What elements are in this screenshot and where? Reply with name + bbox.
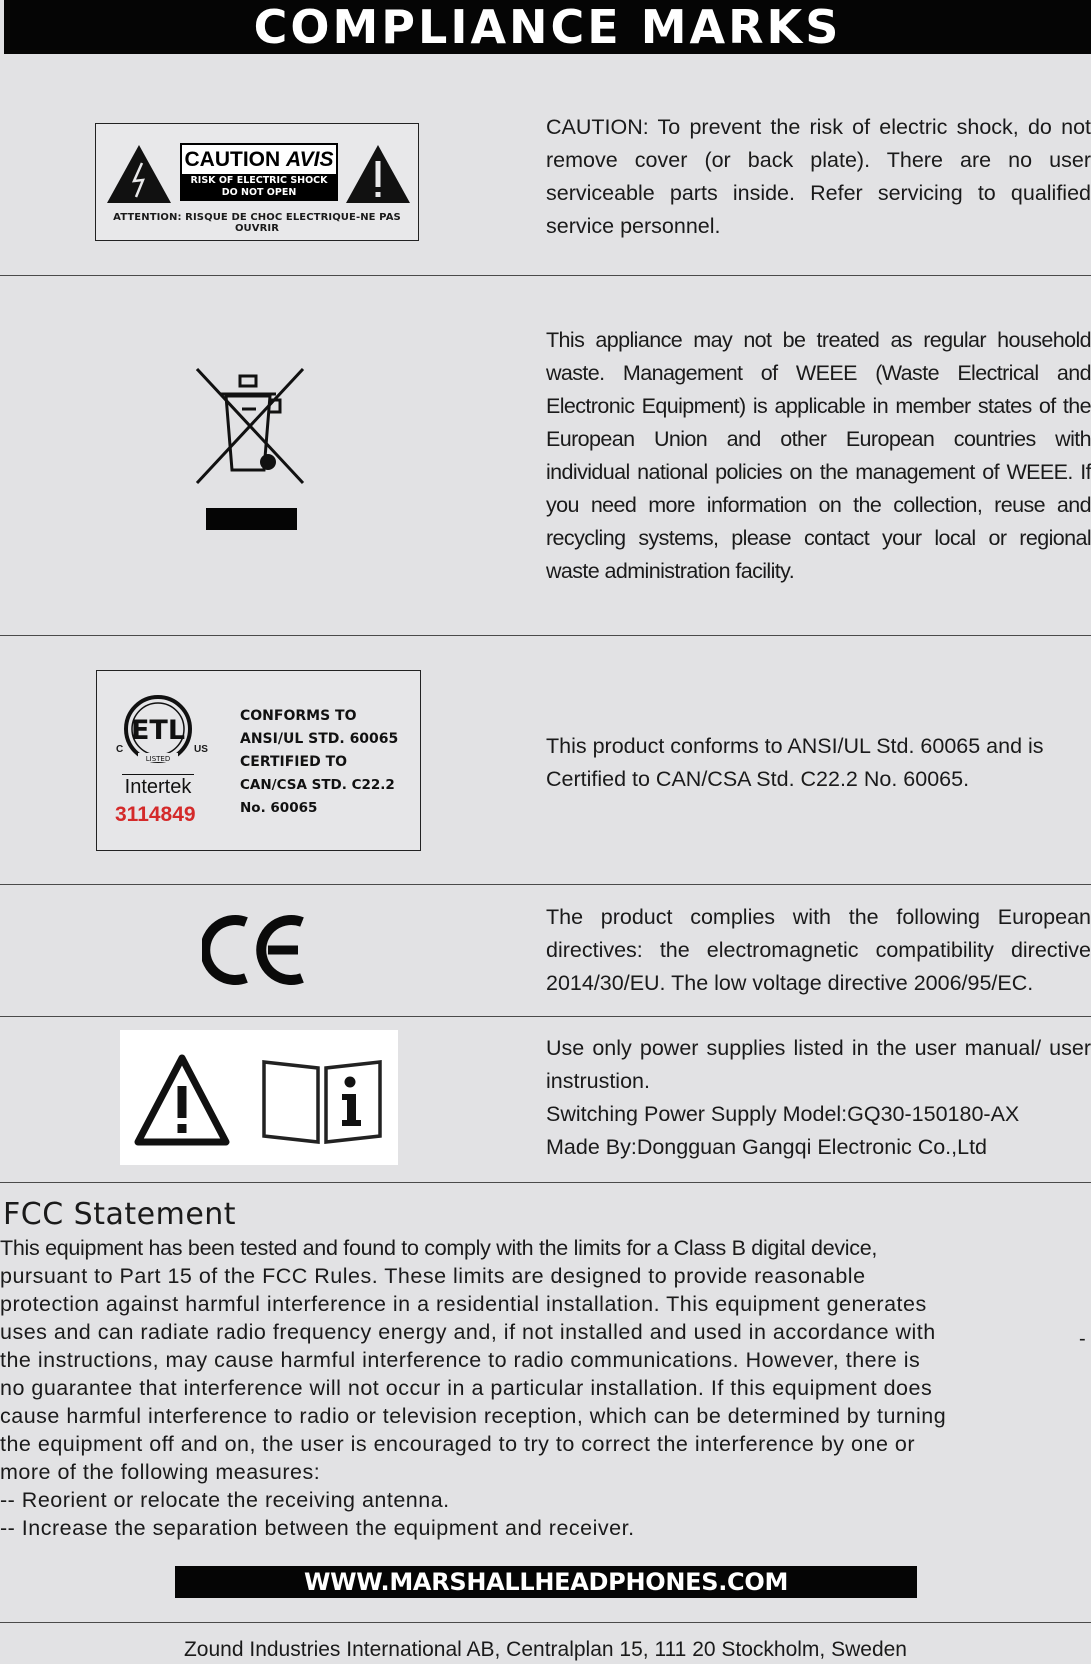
conform-line: CAN/CSA STD. C22.2 [240, 777, 395, 793]
power-line-3: Made By:Dongguan Gangqi Electronic Co.,Ltd [546, 1135, 988, 1159]
power-line-1: Use only power supplies listed in the user manual/ user instrustion. [546, 1036, 1091, 1093]
ce-description [546, 901, 1091, 1000]
fcc-line: no guarantee that interference will not occur in a particular installation. If this equipment does [0, 1376, 933, 1400]
risk-line-2: DO NOT OPEN [221, 187, 297, 198]
etl-description [546, 730, 1091, 796]
read-manual-icon [260, 1056, 384, 1146]
etl-text: This product conforms to ANSI/UL Std. 60065 and is Certified to CAN/CSA Std. C22.2 No. 60065. [546, 734, 1044, 791]
crossed-bin-icon [196, 368, 308, 532]
etl-certification-label [96, 670, 421, 851]
caution-text: CAUTION: To prevent the risk of electric shock, do not remove cover (or back plate). There are no user serviceable parts inside. Refer servicing to qualified service personnel. [546, 115, 1091, 238]
weee-description [546, 324, 1091, 588]
caution-word: CAUTION [184, 148, 281, 171]
etl-listed-logo-icon [123, 694, 193, 766]
fcc-line: -- Reorient or relocate the receiving antenna. [0, 1488, 450, 1512]
fcc-line: the instructions, may cause harmful interference to radio communications. However, there is [0, 1348, 921, 1372]
stray-dash: - [1079, 1328, 1086, 1350]
caution-triangle-icon [132, 1052, 232, 1148]
fcc-line: This equipment has been tested and found to comply with the limits for a Class B digital device, [0, 1236, 878, 1260]
caution-description [546, 111, 1091, 243]
ce-mark-icon [202, 912, 306, 988]
divider [0, 1016, 1091, 1017]
electric-shock-warning-icon [105, 143, 173, 205]
power-warning-graphic [120, 1030, 398, 1165]
divider [0, 1622, 1091, 1623]
avis-word: AVIS [286, 148, 334, 171]
page-title: COMPLIANCE MARKS [4, 0, 1091, 54]
divider [0, 884, 1091, 885]
conform-line: CERTIFIED TO [240, 754, 348, 770]
caution-label-graphic [95, 123, 419, 241]
etl-c-mark: C [116, 744, 124, 755]
conform-line: ANSI/UL STD. 60065 [240, 731, 399, 747]
exclamation-warning-icon [344, 143, 412, 205]
etl-conformance-text [240, 705, 398, 820]
divider [0, 1182, 1091, 1183]
intertek-label: Intertek [122, 774, 194, 799]
caution-title-block [180, 143, 338, 201]
fcc-line: uses and can radiate radio frequency energy and, if not installed and used in accordance with [0, 1320, 936, 1344]
etl-listed-text: LISTED [145, 755, 171, 763]
fcc-line: pursuant to Part 15 of the FCC Rules. These limits are designed to provide reasonable [0, 1264, 866, 1288]
etl-mark-text: ETL [130, 715, 186, 746]
divider [0, 635, 1091, 636]
conform-line: No. 60065 [240, 800, 318, 816]
power-description [546, 1032, 1091, 1164]
divider [0, 275, 1091, 276]
fcc-line: -- Increase the separation between the equipment and receiver. [0, 1516, 635, 1540]
website-link[interactable]: WWW.MARSHALLHEADPHONES.COM [175, 1566, 917, 1598]
fcc-line: the equipment off and on, the user is encouraged to try to correct the interference by one or [0, 1432, 915, 1456]
etl-us-mark: US [194, 744, 208, 755]
fcc-line: cause harmful interference to radio or television reception, which can be determined by turning [0, 1404, 947, 1428]
fcc-title: FCC Statement [3, 1197, 237, 1232]
company-address: Zound Industries International AB, Centralplan 15, 111 20 Stockholm, Sweden [183, 1638, 907, 1661]
weee-text: This appliance may not be treated as regular household waste. Management of WEEE (Waste Electrical and Electronic Equipment) is applicable in member states of the European Union and other European countries with individual national policies on the management of WEEE. If you need more information on the collection, reuse and recycling systems, please contact your local or regional waste administration facility. [546, 328, 1091, 583]
attention-text: ATTENTION: RISQUE DE CHOC ELECTRIQUE-NE PAS OUVRIR [113, 212, 401, 234]
etl-control-number: 3114849 [115, 803, 196, 826]
fcc-line: protection against harmful interference in a residential installation. This equipment generates [0, 1292, 927, 1316]
fcc-body [0, 1234, 1090, 1542]
risk-line-1: RISK OF ELECTRIC SHOCK [190, 175, 328, 186]
power-line-2: Switching Power Supply Model:GQ30-150180-AX [546, 1102, 1020, 1126]
conform-line: CONFORMS TO [240, 708, 357, 724]
ce-text: The product complies with the following European directives: the electromagnetic compatibility directive 2014/30/EU. The low voltage directive 2006/95/EC. [546, 905, 1091, 995]
fcc-line: more of the following measures: [0, 1460, 321, 1484]
